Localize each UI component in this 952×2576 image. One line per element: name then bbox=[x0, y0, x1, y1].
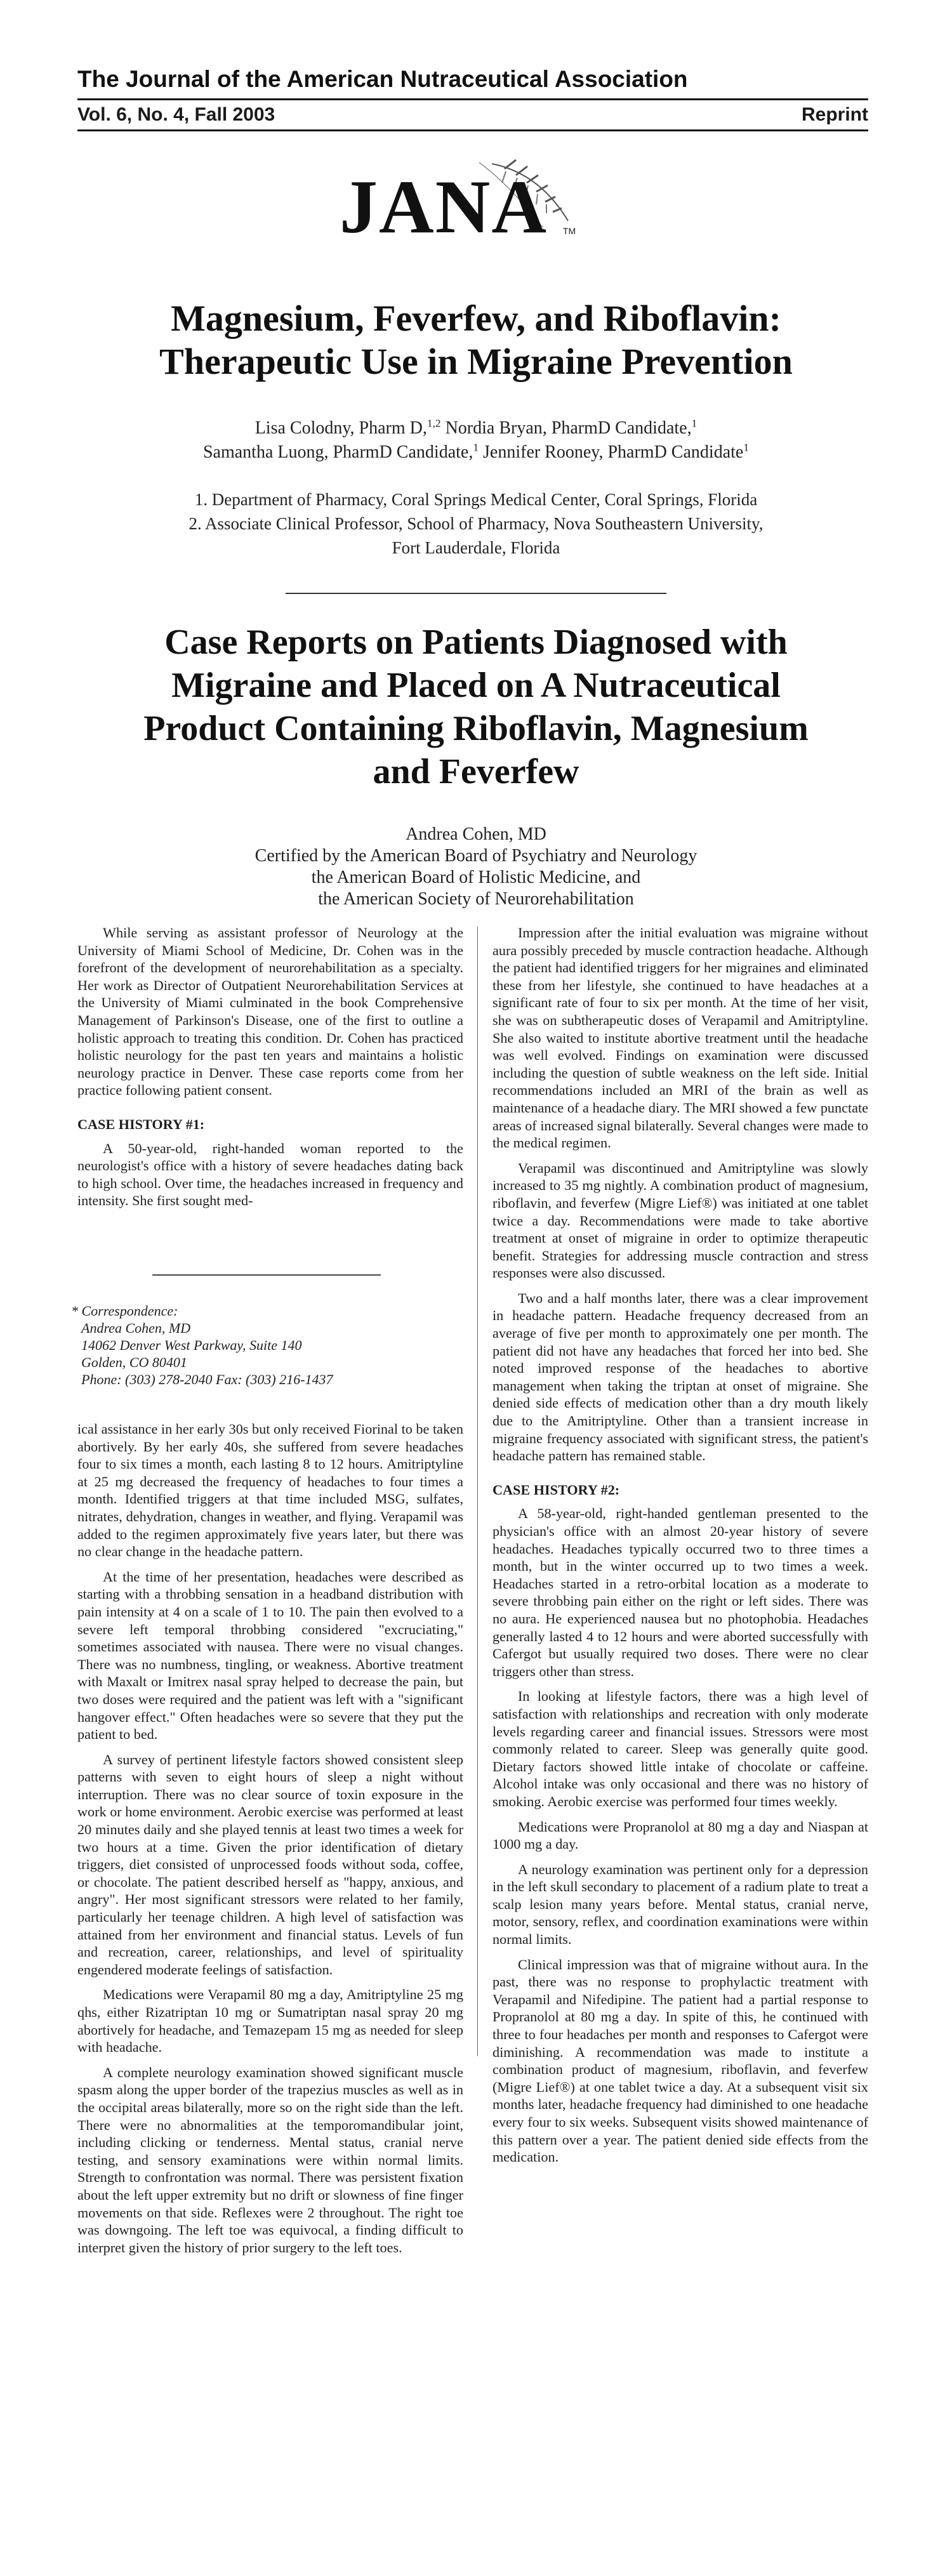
case1-paragraph-6: Impression after the initial evaluation was migraine without aura possibly preceded by muscle contraction headache. Although the patient had identified triggers for her migraines and eliminated these from her lifestyle, she continued to have headaches at a significant rate of four to six per month. At the time of her visit, she was on subtherapeutic doses of Verapamil and Amitriptyline. She also waited to institute abortive treatment until the headache was well evolved. Findings on examination were discussed including the question of subtle weakness on the left side. Initial recommendations included an MRI of the brain as well as maintenance of a headache diary. The MRI showed a few punctate areas of increased signal bilaterally. Several changes were made to the medical regimen. bbox=[493, 925, 868, 1151]
author-sup: 1 bbox=[691, 417, 697, 430]
case2-header: CASE HISTORY #2: bbox=[493, 1481, 620, 1498]
affiliation-line: 1. Department of Pharmacy, Coral Springs Medical Center, Coral Springs, Florida bbox=[194, 490, 758, 509]
case1-paragraph-3: A survey of pertinent lifestyle factors showed consistent sleep patterns with seven to eight hours of sleep a night without interruption. There was no clear source of toxin exposure in the work or home environment. Aerobic exercise was performed at least 20 minutes daily and she played tennis at least two times a week for two hours at a time. Given the prior identification of dietary triggers, diet consisted of unprocessed foods without soda, coffee, or chocolate. The patient described herself as "happy, anxious, and angry". Her most significant stressors were related to her family, particularly her teenage children. A high level of satisfaction was attained from her environment and financial status. Levels of fun and recreation, career, relationships, and level of spirituality engendered moderate feelings of satisfaction. bbox=[77, 1751, 463, 1978]
footnote-rule bbox=[152, 1274, 381, 1276]
affiliation-line: Fort Lauderdale, Florida bbox=[392, 538, 560, 557]
case2-paragraph-3: Medications were Propranolol at 80 mg a day and Niaspan at 1000 mg a day. bbox=[493, 1818, 868, 1853]
author-sup: 1 bbox=[743, 441, 750, 454]
certification-line: the American Society of Neurorehabilitation bbox=[318, 889, 634, 909]
header-rule-top bbox=[77, 98, 868, 100]
author-name: Lisa Colodny, Pharm D, bbox=[255, 418, 427, 438]
case1-header: CASE HISTORY #1: bbox=[77, 1116, 205, 1132]
article1-authors bbox=[0, 416, 952, 465]
author-name: Samantha Luong, PharmD Candidate, bbox=[202, 442, 473, 462]
case2-paragraph-1: A 58-year-old, right-handed gentleman presented to the physician's office with an almost 20-year history of severe headaches. Headaches typically occurred two to three times a month, but in the winter occurred up to two times a week. Headaches started in a retro-orbital location as a moderate to severe throbbing pain either on the right or left sides. There was no aura. He experienced nausea but no photophobia. Headaches generally lasted 4 to 12 hours and were aborted successfully with Cafergot but usually required two doses. There were no clear triggers other than stress. bbox=[493, 1505, 868, 1679]
case1-paragraph-5: A complete neurology examination showed significant muscle spasm along the upper border of the trapezius muscles as well as in the occipital areas bilaterally, more so on the right side than the left. There were no abnormalities at the temporomandibular joint, including clicking or tenderness. Mental status, cranial nerve testing, and sensory examinations were within normal limits. Strength to confrontation was normal. There was persistent fixation about the left upper extremity but no drift or slowness of fine finger movements on that side. Reflexes were 2 throughout. The right toe was downgoing. The left toe was equivocal, a finding difficult to interpret given the history of prior surgery to the left toes. bbox=[77, 2064, 463, 2256]
case1-paragraph-2: At the time of her presentation, headaches were described as starting with a throbbing sensation in a headband distribution with pain intensity at 4 on a scale of 1 to 10. The pain then evolved to a severe left temporal throbbing considered "excruciating," sometimes associated with nausea. There were no visual changes. There was no numbness, tingling, or weakness. Abortive treatment with Maxalt or Imitrex nasal spray helped to decrease the pain, but two doses were required and the patient was left with a "significant hangover effect." Often headaches were so severe that they put the patient to bed. bbox=[77, 1568, 463, 1743]
volume-issue: Vol. 6, No. 4, Fall 2003 bbox=[77, 104, 275, 125]
authors-line-1 bbox=[0, 416, 952, 440]
article2-author: Andrea Cohen, MD bbox=[406, 824, 546, 844]
left-column-bottom bbox=[77, 1420, 463, 2264]
intro-paragraph: While serving as assistant professor of Neurology at the University of Miami School of Medicine, Dr. Cohen was in the forefront of the development of neurorehabilitation as a specialty. Her work as Director of Outpatient Neurorehabilitation Services at the University of Miami culminated in the book Comprehensive Management of Parkinson's Disease, one of the first to outline a holistic approach to treating this condition. Dr. Cohen has practiced holistic neurology for the past ten years and maintains a holistic neurology practice in Denver. These case reports come from her practice following patient consent. bbox=[77, 925, 463, 1099]
correspondence-city: Golden, CO 80401 bbox=[81, 1354, 187, 1370]
correspondence-label: * Correspondence: bbox=[71, 1303, 178, 1319]
affiliation-line: 2. Associate Clinical Professor, School of Pharmacy, Nova Southeastern University, bbox=[188, 514, 764, 533]
author-name: Jennifer Rooney, PharmD Candidate bbox=[479, 442, 744, 462]
article1-title-line: Therapeutic Use in Migraine Prevention bbox=[159, 341, 793, 382]
author-name: Nordia Bryan, PharmD Candidate, bbox=[440, 418, 692, 438]
article1-title-line: Magnesium, Feverfew, and Riboflavin: bbox=[171, 298, 781, 339]
correspondence-phone: Phone: (303) 278-2040 Fax: (303) 216-1437 bbox=[81, 1371, 333, 1387]
case1-paragraph-1b: ical assistance in her early 30s but only received Fiorinal to be taken abortively. By her early 40s, she suffered from severe headaches four to six times a month, each lasting 8 to 12 hours. Amitriptyline at 25 mg decreased the frequency of headaches to four times a month. Identified triggers at that time included MSG, sulfates, nitrates, dehydration, changes in weather, and flying. Verapamil was added to the regimen approximately five years later, but there was no clear change in the headache pattern. bbox=[77, 1421, 463, 1560]
reprint-label: Reprint bbox=[802, 104, 868, 125]
authors-line-2 bbox=[0, 440, 952, 465]
author-sup: 1,2 bbox=[426, 417, 441, 430]
case1-paragraph-1a: A 50-year-old, right-handed woman reported to the neurologist's office with a history of severe headaches dating back to high school. Over time, the headaches increased in frequency and intensity. She first sought med- bbox=[77, 1140, 463, 1209]
case2-paragraph-4: A neurology examination was pertinent only for a depression in the left skull secondary to placement of a radium plate to treat a scalp lesion many years before. Mental status, cranial nerve, motor, sensory, reflex, and coordination examinations were within normal limits. bbox=[493, 1861, 868, 1948]
case1-paragraph-7: Verapamil was discontinued and Amitriptyline was slowly increased to 35 mg nightly. A combination product of magnesium, riboflavin, and feverfew (Migre Lief®) was initiated at one tablet twice a day. Recommendations were made to take abortive treatment at onset of migraine in order to optimize therapeutic benefit. Strategies for addressing muscle contraction and stress responses were also discussed. bbox=[493, 1159, 868, 1281]
correspondence-block bbox=[71, 1302, 452, 1388]
case1-paragraph-4: Medications were Verapamil 80 mg a day, Amitriptyline 25 mg qhs, either Rizatriptan 10 mg or Sumatriptan nasal spray 20 mg abortively for headache, and Temazepam 15 mg as needed for sleep with headache. bbox=[77, 1986, 463, 2056]
right-column bbox=[493, 924, 868, 2174]
logo-text: JANA bbox=[340, 164, 548, 249]
correspondence-address: 14062 Denver West Parkway, Suite 140 bbox=[81, 1337, 302, 1353]
article1-affiliations bbox=[0, 487, 952, 560]
jana-logo bbox=[333, 151, 587, 253]
header-rule-bottom bbox=[77, 129, 868, 131]
article2-title bbox=[0, 621, 952, 793]
article1-title bbox=[0, 297, 952, 383]
section-divider bbox=[286, 593, 666, 594]
case2-paragraph-5: Clinical impression was that of migraine without aura. In the past, there was no response to prophylactic treatment with Verapamil and Nifedipine. The patient had a partial response to Propranolol at 80 mg a day. In spite of this, he continued with three to four headaches per month and responses to Cafergot were diminishing. A recommendation was made to institute a combination product of magnesium, riboflavin, and feverfew (Migre Lief®) at one tablet twice a day. At a subsequent visit six months later, headache frequency had diminished to one headache every four to six weeks. Subsequent visits showed maintenance of this pattern over a year. The patient denied side effects from the medication. bbox=[493, 1956, 868, 2165]
author-sup: 1 bbox=[473, 441, 479, 454]
journal-title: The Journal of the American Nutraceutical Association bbox=[77, 66, 688, 92]
certification-line: Certified by the American Board of Psychiatry and Neurology bbox=[255, 846, 697, 866]
certification-line: the American Board of Holistic Medicine, and bbox=[311, 868, 641, 887]
article2-title-line: Product Containing Riboflavin, Magnesium bbox=[143, 709, 809, 748]
left-column-top bbox=[77, 924, 463, 1217]
case1-paragraph-8: Two and a half months later, there was a clear improvement in headache pattern. Headache frequency decreased from an average of five per month to approximately one per month. The patient did not have any headaches that forced her into bed. She noted improved response of the headaches to abortive management when taking the triptan at onset of migraine. She denied side effects of medication other than a dry mouth likely due to the Amitriptyline. Other than a transient increase in migraine frequency associated with significant stress, the patient's headache pattern has remained stable. bbox=[493, 1290, 868, 1464]
column-divider bbox=[477, 927, 478, 2056]
article2-author-block bbox=[0, 824, 952, 910]
article2-title-line: Case Reports on Patients Diagnosed with bbox=[164, 623, 788, 662]
article2-title-line: Migraine and Placed on A Nutraceutical bbox=[171, 666, 781, 705]
article2-title-line: and Feverfew bbox=[373, 752, 579, 791]
trademark-mark: TM bbox=[563, 226, 576, 236]
correspondence-name: Andrea Cohen, MD bbox=[81, 1320, 191, 1336]
case2-paragraph-2: In looking at lifestyle factors, there was a high level of satisfaction with relationships and recreation with only moderate levels regarding career and financial issues. Stressors were most commonly related to career. Sleep was generally quite good. Dietary factors showed little intake of chocolate or caffeine. Alcohol intake was only occasional and there was no history of smoking. Aerobic exercise was performed four times weekly. bbox=[493, 1688, 868, 1809]
